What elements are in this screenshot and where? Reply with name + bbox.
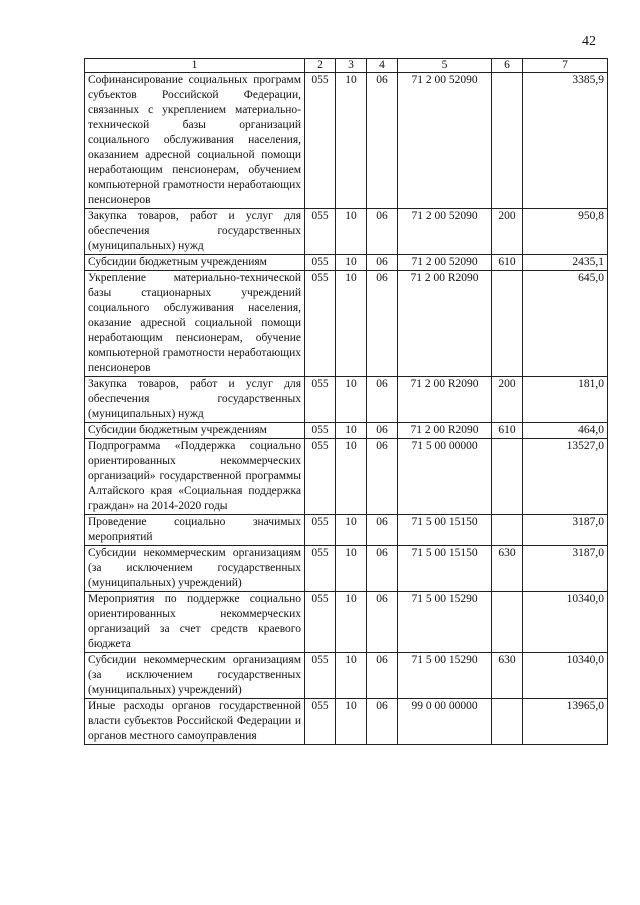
table-row <box>85 546 608 592</box>
table-row <box>85 423 608 439</box>
row-grbs: 055 <box>305 699 336 745</box>
row-vr: 200 <box>492 377 523 423</box>
row-name: Субсидии некоммерческим организациям (за исключением государственных (муниципальных) учреждений) <box>85 546 305 592</box>
row-csr: 71 5 00 15290 <box>398 653 492 699</box>
row-grbs: 055 <box>305 377 336 423</box>
table-row <box>85 515 608 546</box>
row-pr: 06 <box>367 592 398 653</box>
row-sum: 2435,1 <box>523 255 608 271</box>
row-name: Субсидии некоммерческим организациям (за исключением государственных (муниципальных) учреждений) <box>85 653 305 699</box>
row-name: Укрепление материально-технической базы стационарных учреждений социального обслуживания населения, оказание адресной социальной помощи неработающим пенсионерам, обучение компьютерной грамотности неработающих пенсионеров <box>85 271 305 377</box>
row-sum: 950,8 <box>523 209 608 255</box>
row-pr: 06 <box>367 209 398 255</box>
header-col-3: 3 <box>336 59 367 73</box>
row-vr <box>492 699 523 745</box>
row-csr: 71 2 00 R2090 <box>398 423 492 439</box>
row-grbs: 055 <box>305 423 336 439</box>
row-pr: 06 <box>367 271 398 377</box>
row-pr: 06 <box>367 73 398 209</box>
row-name: Закупка товаров, работ и услуг для обеспечения государственных (муниципальных) нужд <box>85 209 305 255</box>
row-grbs: 055 <box>305 209 336 255</box>
table-header-row <box>85 59 608 73</box>
row-vr: 630 <box>492 653 523 699</box>
row-sum: 181,0 <box>523 377 608 423</box>
row-sum: 3187,0 <box>523 546 608 592</box>
header-col-6: 6 <box>492 59 523 73</box>
row-pr: 06 <box>367 439 398 515</box>
header-col-5: 5 <box>398 59 492 73</box>
row-sum: 645,0 <box>523 271 608 377</box>
row-grbs: 055 <box>305 255 336 271</box>
row-rz: 10 <box>336 515 367 546</box>
table-row <box>85 592 608 653</box>
row-pr: 06 <box>367 515 398 546</box>
row-csr: 71 5 00 15290 <box>398 592 492 653</box>
row-vr <box>492 439 523 515</box>
row-rz: 10 <box>336 271 367 377</box>
table-row <box>85 209 608 255</box>
row-rz: 10 <box>336 699 367 745</box>
row-rz: 10 <box>336 73 367 209</box>
row-sum: 464,0 <box>523 423 608 439</box>
row-sum: 3385,9 <box>523 73 608 209</box>
row-sum: 10340,0 <box>523 592 608 653</box>
row-csr: 71 2 00 52090 <box>398 209 492 255</box>
header-col-7: 7 <box>523 59 608 73</box>
row-csr: 71 2 00 52090 <box>398 255 492 271</box>
row-grbs: 055 <box>305 439 336 515</box>
row-pr: 06 <box>367 699 398 745</box>
row-sum: 13965,0 <box>523 699 608 745</box>
row-pr: 06 <box>367 546 398 592</box>
header-col-4: 4 <box>367 59 398 73</box>
row-rz: 10 <box>336 653 367 699</box>
row-grbs: 055 <box>305 73 336 209</box>
row-rz: 10 <box>336 377 367 423</box>
row-sum: 3187,0 <box>523 515 608 546</box>
row-vr <box>492 73 523 209</box>
row-grbs: 055 <box>305 515 336 546</box>
row-pr: 06 <box>367 653 398 699</box>
row-vr <box>492 271 523 377</box>
row-csr: 71 2 00 R2090 <box>398 271 492 377</box>
row-vr <box>492 592 523 653</box>
row-grbs: 055 <box>305 653 336 699</box>
row-name: Субсидии бюджетным учреждениям <box>85 255 305 271</box>
row-name: Субсидии бюджетным учреждениям <box>85 423 305 439</box>
row-vr: 610 <box>492 423 523 439</box>
table-row <box>85 377 608 423</box>
row-sum: 10340,0 <box>523 653 608 699</box>
table-row <box>85 653 608 699</box>
row-rz: 10 <box>336 439 367 515</box>
row-name: Софинансирование социальных программ субъектов Российской Федерации, связанных с укреплением материально-технической базы организаций социального обслуживания населения, оказанием адресной социальной помощи неработающим пенсионерам, обучением компьютерной грамотности неработающих пенсионеров <box>85 73 305 209</box>
row-name: Подпрограмма «Поддержка социально ориентированных некоммерческих организаций» государственной программы Алтайского края «Социальная поддержка граждан» на 2014-2020 годы <box>85 439 305 515</box>
table-row <box>85 699 608 745</box>
row-vr: 200 <box>492 209 523 255</box>
row-rz: 10 <box>336 423 367 439</box>
row-csr: 71 2 00 52090 <box>398 73 492 209</box>
row-name: Проведение социально значимых мероприятий <box>85 515 305 546</box>
row-pr: 06 <box>367 423 398 439</box>
row-csr: 71 5 00 00000 <box>398 439 492 515</box>
budget-table <box>84 58 608 745</box>
row-rz: 10 <box>336 546 367 592</box>
row-rz: 10 <box>336 592 367 653</box>
row-rz: 10 <box>336 209 367 255</box>
row-rz: 10 <box>336 255 367 271</box>
table-row <box>85 439 608 515</box>
row-pr: 06 <box>367 377 398 423</box>
row-grbs: 055 <box>305 592 336 653</box>
row-name: Закупка товаров, работ и услуг для обеспечения государственных (муниципальных) нужд <box>85 377 305 423</box>
table-row <box>85 271 608 377</box>
row-csr: 71 5 00 15150 <box>398 515 492 546</box>
row-vr <box>492 515 523 546</box>
header-col-2: 2 <box>305 59 336 73</box>
row-csr: 71 2 00 R2090 <box>398 377 492 423</box>
row-vr: 610 <box>492 255 523 271</box>
table-row <box>85 255 608 271</box>
row-sum: 13527,0 <box>523 439 608 515</box>
row-pr: 06 <box>367 255 398 271</box>
row-vr: 630 <box>492 546 523 592</box>
table-row <box>85 73 608 209</box>
row-csr: 71 5 00 15150 <box>398 546 492 592</box>
row-csr: 99 0 00 00000 <box>398 699 492 745</box>
row-grbs: 055 <box>305 271 336 377</box>
row-name: Иные расходы органов государственной власти субъектов Российской Федерации и органов местного самоуправления <box>85 699 305 745</box>
page-number: 42 <box>582 34 596 49</box>
row-grbs: 055 <box>305 546 336 592</box>
row-name: Мероприятия по поддержке социально ориентированных некоммерческих организаций за счет средств краевого бюджета <box>85 592 305 653</box>
header-col-1: 1 <box>85 59 305 73</box>
